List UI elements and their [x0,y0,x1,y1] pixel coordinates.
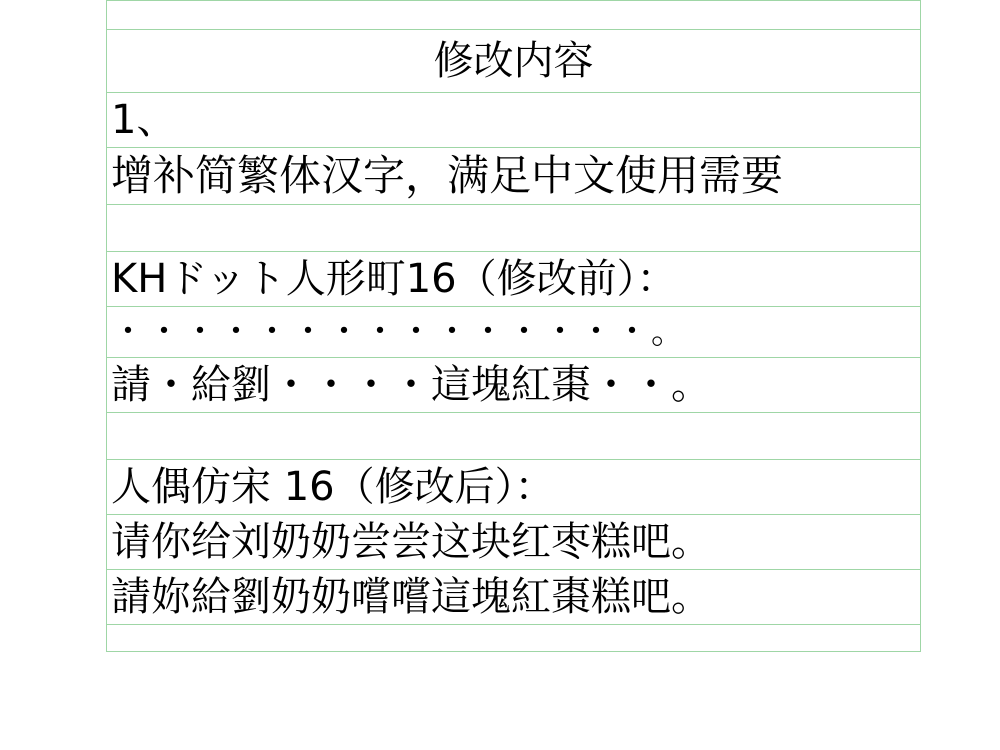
table-row [107,252,921,307]
table-row [107,515,921,570]
table-row [107,1,921,30]
table-row [107,413,921,460]
cell-text [107,413,921,460]
cell-text: KHドット人形町16（修改前）： [107,252,921,307]
table-row [107,307,921,358]
table-row [107,358,921,413]
cell-text [107,205,921,252]
table-row [107,460,921,515]
cell-text [107,1,921,30]
cell-text: 修改内容 [107,30,921,93]
cell-text: 1、 [107,93,921,148]
content-table-body [107,1,921,652]
table-row [107,625,921,652]
content-table [106,0,921,652]
cell-text: 人偶仿宋 16（修改后）： [107,460,921,515]
table-row [107,30,921,93]
cell-text: 請・給劉・・・・這塊紅棗・・。 [107,358,921,413]
table-row [107,93,921,148]
cell-text: 請妳給劉奶奶嚐嚐這塊紅棗糕吧。 [107,570,921,625]
table-row [107,570,921,625]
cell-text: ・・・・・・・・・・・・・・・。 [107,307,921,358]
cell-text: 增补简繁体汉字，满足中文使用需要 [107,148,921,205]
table-row [107,148,921,205]
table-row [107,205,921,252]
cell-text: 请你给刘奶奶尝尝这块红枣糕吧。 [107,515,921,570]
cell-text [107,625,921,652]
